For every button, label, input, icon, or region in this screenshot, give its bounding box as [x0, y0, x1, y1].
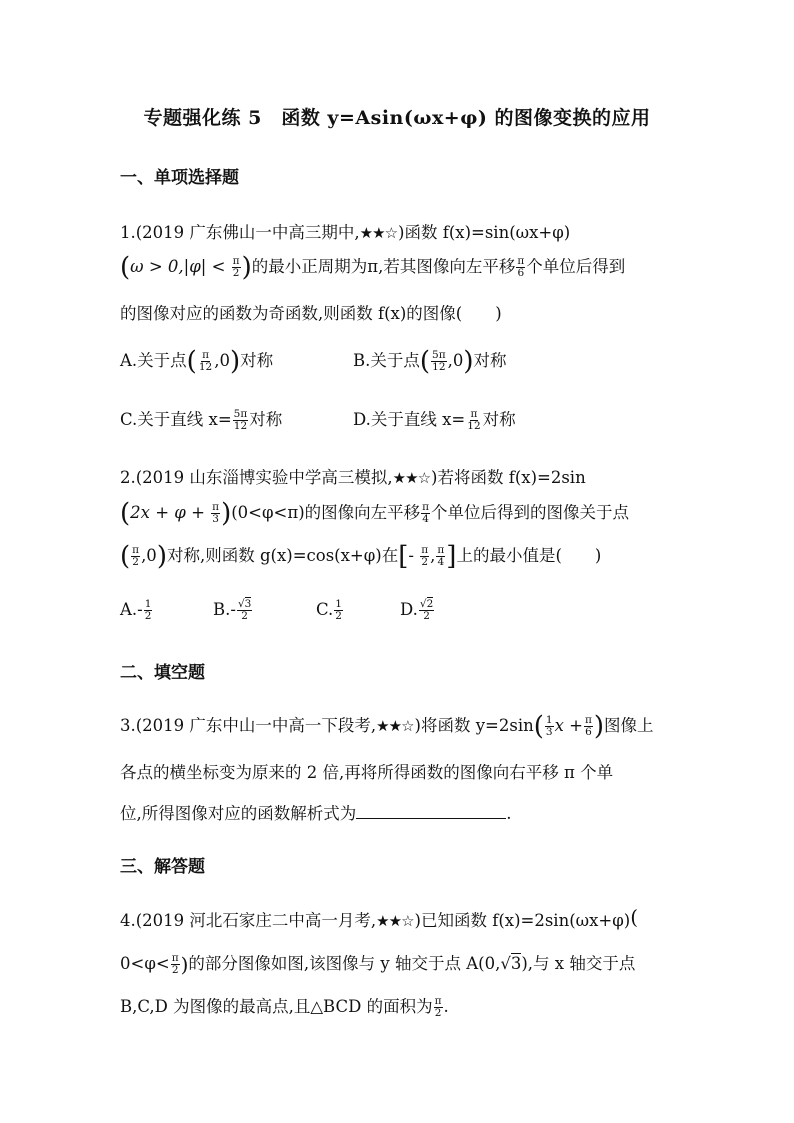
question-4-line-2: 0<φ< $\frac{\pi}{2}$ )的部分图像如图,该图像与 y 轴交于点 A(0,√3),与 x 轴交于点: [120, 952, 636, 977]
section-heading-answer: 三、解答题: [120, 857, 205, 877]
answer-blank: [356, 804, 506, 819]
question-1-line-1: 1.(2019 广东佛山一中高三期中,★★☆)函数 f(x)=sin(ωx+φ): [120, 223, 571, 242]
question-3-line-2: 各点的横坐标变为原来的 2 倍,再将所得函数的图像向右平移 π 个单: [120, 763, 614, 782]
question-2-option-b: B.- $\frac{√3}{2}$: [213, 598, 252, 622]
question-1-option-a: A.关于点( $\frac{\pi}{12}$ ,0)对称: [120, 346, 274, 377]
question-1-option-d: D.关于直线 x= $\frac{\pi}{12}$ 对称: [353, 408, 516, 432]
question-1-line-2: (ω > 0,|φ| < $\frac{\pi}{2}$ )的最小正周期为π,若其图像向左平移 $\frac{\pi}{6}$ 个单位后得到: [120, 252, 626, 283]
page-title: 专题强化练 5 函数 y=Asin(ωx+φ) 的图像变换的应用: [143, 107, 651, 129]
question-2-option-a: A.- $\frac{1}{2}$: [120, 598, 152, 622]
question-2-line-1: 2.(2019 山东淄博实验中学高三模拟,★★☆)若将函数 f(x)=2sin: [120, 468, 586, 487]
question-3-line-1: 3.(2019 广东中山一中高一下段考,★★☆)将函数 y=2sin( $\frac{1}{3}$ x + $\frac{\pi}{6}$ )图像上: [120, 711, 654, 742]
question-2-option-d: D. $\frac{√2}{2}$: [400, 598, 434, 622]
section-heading-fill-in: 二、填空题: [120, 663, 205, 683]
question-1-option-c: C.关于直线 x= $\frac{5\pi}{12}$ 对称: [120, 408, 283, 432]
question-3-line-3: 位,所得图像对应的函数解析式为 .: [120, 804, 512, 823]
fraction-pi-over-2: $\frac{\pi}{2}$: [232, 255, 240, 279]
question-4-line-3: B,C,D 为图像的最高点,且△BCD 的面积为 $\frac{\pi}{2}$ .: [120, 995, 449, 1019]
question-1-line-3: 的图像对应的函数为奇函数,则函数 f(x)的图像( ): [120, 304, 502, 323]
question-2-option-c: C. $\frac{1}{2}$: [316, 598, 342, 622]
section-heading-single-choice: 一、单项选择题: [120, 168, 239, 188]
difficulty-stars-filled: ★★: [359, 224, 385, 242]
difficulty-star-empty: ☆: [384, 224, 399, 242]
fraction-pi-over-6: $\frac{\pi}{6}$: [517, 255, 525, 279]
question-4-line-1: 4.(2019 河北石家庄二中高一月考,★★☆)已知函数 f(x)=2sin(ωx+φ)(: [120, 905, 639, 930]
question-2-line-2: (2x + φ + $\frac{\pi}{3}$ )(0<φ<π)的图像向左平移 $\frac{\pi}{4}$ 个单位后得到的图像关于点: [120, 498, 630, 529]
question-1-option-b: B.关于点( $\frac{5\pi}{12}$ ,0)对称: [353, 346, 507, 377]
question-2-line-3: ( $\frac{\pi}{2}$ ,0)对称,则函数 g(x)=cos(x+φ)在[- $\frac{\pi}{2}$ , $\frac{\pi}{4}$ ]上的最小值是( ): [120, 541, 602, 572]
